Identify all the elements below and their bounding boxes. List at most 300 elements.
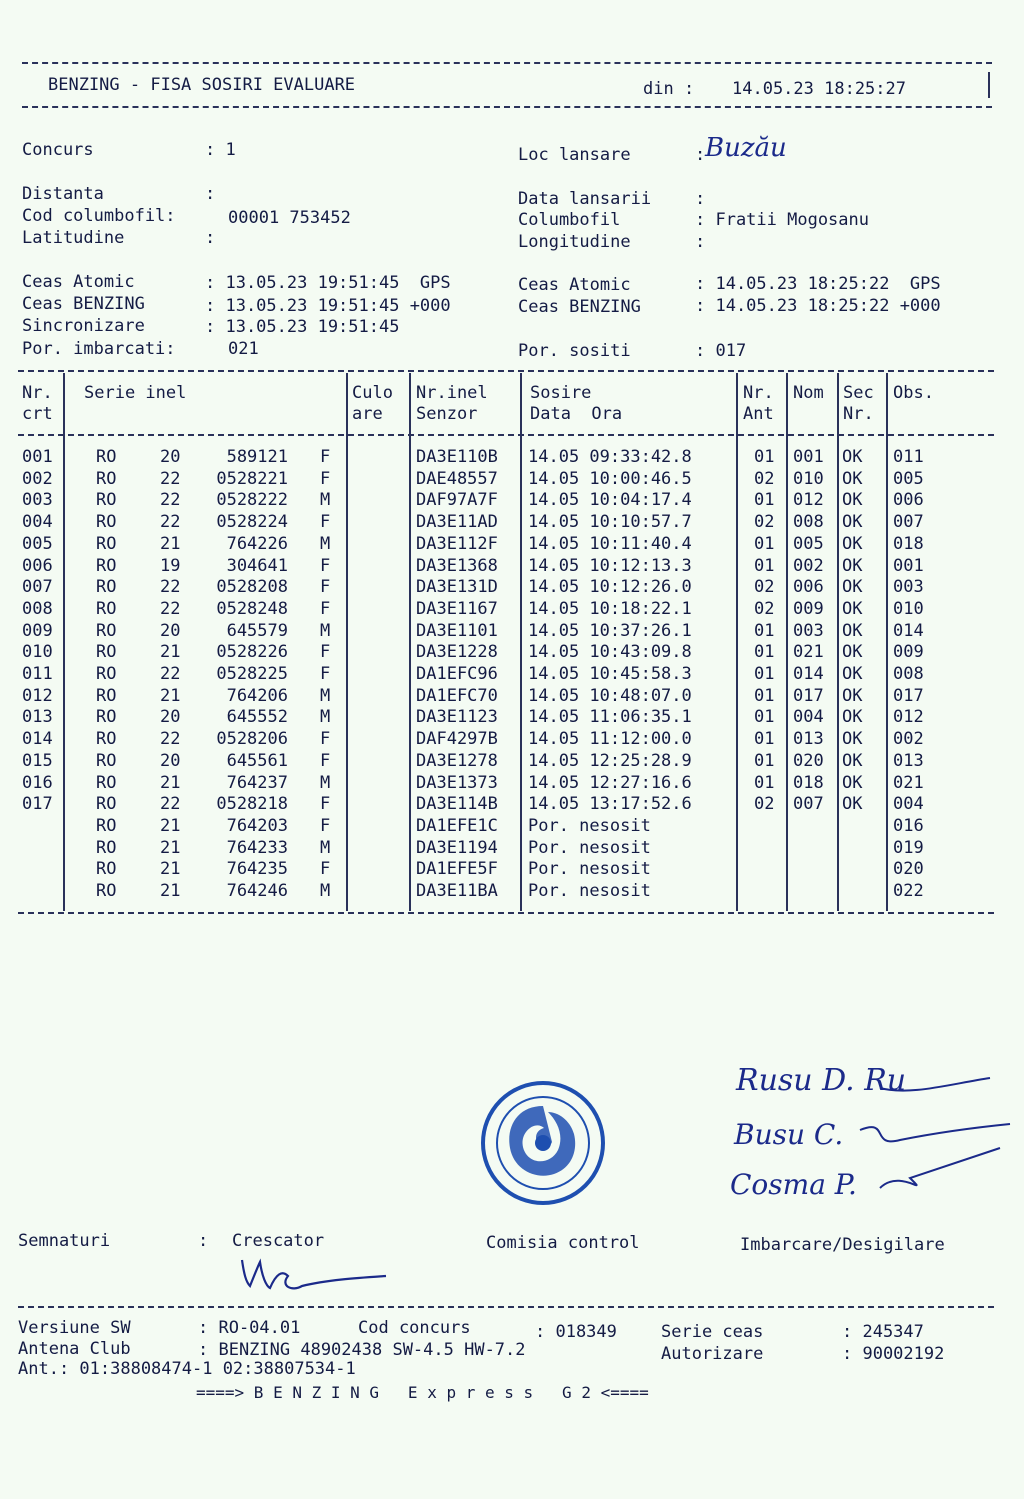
latitudine-label: Latitudine xyxy=(22,228,125,248)
cod-concurs-value: : 018349 xyxy=(535,1322,617,1342)
cell-sosire: 14.05 10:11:40.4 xyxy=(528,533,692,554)
cell-senzor: DA1EFE1C xyxy=(416,815,498,836)
cell-sosire: 14.05 11:06:35.1 xyxy=(528,707,692,728)
cell-tara: RO xyxy=(96,664,117,684)
cell-ant: 02 xyxy=(754,577,775,598)
cell-inel: 0528224 xyxy=(216,512,288,533)
svg-text:Cosma P.: Cosma P. xyxy=(730,1168,857,1201)
cell-inel: 0528222 xyxy=(216,490,288,511)
header-are: are xyxy=(352,404,383,424)
cell-sec: OK xyxy=(842,512,863,533)
cell-tara: RO xyxy=(96,577,117,598)
comisia-control-label: Comisia control xyxy=(486,1233,640,1253)
cell-inel: 764233 xyxy=(226,837,288,858)
imbarcati-value: 021 xyxy=(228,339,259,359)
cell-tara: RO xyxy=(96,555,117,576)
data-lansarii-label: Data lansarii xyxy=(518,189,652,209)
cell-inel: 0528208 xyxy=(216,577,288,598)
table-header-rule xyxy=(18,434,994,436)
cell-obs: 019 xyxy=(893,837,924,858)
col-divider xyxy=(736,373,738,911)
cell-obs: 002 xyxy=(893,729,924,750)
header-ant: Ant xyxy=(743,404,774,424)
distanta-label: Distanta xyxy=(22,184,104,204)
cell-sosire: Por. nesosit xyxy=(528,815,651,836)
cell-sex: F xyxy=(320,555,331,576)
cell-an: 22 xyxy=(160,729,181,750)
cell-senzor: DA3E11AD xyxy=(416,512,498,533)
round-stamp-seal xyxy=(478,1078,608,1208)
cell-nom: 020 xyxy=(793,750,824,771)
cell-an: 22 xyxy=(160,664,181,684)
cell-sex: F xyxy=(320,447,331,467)
cell-sec: OK xyxy=(842,598,863,619)
header-top-rule xyxy=(22,62,992,64)
cell-tara: RO xyxy=(96,859,117,880)
ceas-benzing2-label: Ceas BENZING xyxy=(518,297,641,317)
cell-obs: 013 xyxy=(893,750,924,771)
cell-senzor: DA3E1101 xyxy=(416,620,498,641)
cell-sosire: 14.05 10:37:26.1 xyxy=(528,620,692,641)
header-bottom-rule xyxy=(22,106,992,108)
cell-senzor: DA1EFE5F xyxy=(416,859,498,880)
cell-sosire: 14.05 10:04:17.4 xyxy=(528,490,692,511)
cell-tara: RO xyxy=(96,881,117,901)
brand-line: ====> B E N Z I N G E x p r e s s G 2 <==== xyxy=(196,1383,649,1402)
cell-obs: 022 xyxy=(893,881,924,901)
header-sec-nr: Nr. xyxy=(843,404,874,424)
cell-an: 21 xyxy=(160,642,181,663)
col-divider xyxy=(886,373,888,911)
cell-sex: F xyxy=(320,859,331,880)
cell-obs: 021 xyxy=(893,772,924,793)
cell-sex: F xyxy=(320,468,331,489)
cell-sec: OK xyxy=(842,447,863,467)
cell-sosire: Por. nesosit xyxy=(528,859,651,880)
cell-ant: 01 xyxy=(754,490,775,511)
cell-senzor: DA3E1194 xyxy=(416,837,498,858)
sincronizare-label: Sincronizare xyxy=(22,316,145,336)
loc-lansare-colon: : xyxy=(695,145,706,165)
cell-inel: 0528206 xyxy=(216,729,288,750)
cell-inel: 0528248 xyxy=(216,598,288,619)
svg-text:Rusu D. Ru: Rusu D. Ru xyxy=(736,1063,907,1098)
cell-senzor: DA3E1278 xyxy=(416,750,498,771)
versiune-label: Versiune SW xyxy=(18,1318,131,1338)
cell-nr: 006 xyxy=(22,555,53,576)
header-nr-ant: Nr. xyxy=(743,383,774,403)
serie-ceas-label: Serie ceas xyxy=(661,1322,764,1342)
sositi-value: : 017 xyxy=(695,341,747,361)
cell-ant: 01 xyxy=(754,772,775,793)
cell-sosire: 14.05 12:25:28.9 xyxy=(528,750,692,771)
cell-inel: 764235 xyxy=(226,859,288,880)
cell-sec: OK xyxy=(842,664,863,684)
loc-lansare-handwritten: Buzău xyxy=(705,133,787,163)
cell-senzor: DA3E114B xyxy=(416,794,498,815)
cell-ant: 02 xyxy=(754,512,775,533)
cell-obs: 016 xyxy=(893,815,924,836)
cell-an: 21 xyxy=(160,685,181,706)
cell-ant: 01 xyxy=(754,555,775,576)
cell-inel: 645579 xyxy=(226,620,288,641)
ceas-atomic2-label: Ceas Atomic xyxy=(518,275,631,295)
date-value: 14.05.23 18:25:27 xyxy=(732,79,906,99)
header-nom: Nom xyxy=(793,383,824,403)
cell-obs: 012 xyxy=(893,707,924,728)
cell-obs: 003 xyxy=(893,577,924,598)
cell-obs: 007 xyxy=(893,512,924,533)
cell-inel: 764203 xyxy=(226,815,288,836)
cell-an: 22 xyxy=(160,598,181,619)
cell-sex: F xyxy=(320,598,331,619)
cell-sosire: 14.05 10:00:46.5 xyxy=(528,468,692,489)
cell-obs: 006 xyxy=(893,490,924,511)
header-culo: Culo xyxy=(352,383,393,403)
cell-nom: 008 xyxy=(793,512,824,533)
cell-sec: OK xyxy=(842,794,863,815)
col-divider xyxy=(346,373,348,911)
cell-inel: 764246 xyxy=(226,881,288,901)
cell-senzor: DA3E112F xyxy=(416,533,498,554)
cell-inel: 0528225 xyxy=(216,664,288,684)
cell-sex: F xyxy=(320,642,331,663)
cell-an: 21 xyxy=(160,815,181,836)
col-divider xyxy=(520,373,522,911)
cell-sosire: 14.05 11:12:00.0 xyxy=(528,729,692,750)
cell-an: 20 xyxy=(160,620,181,641)
cell-nom: 013 xyxy=(793,729,824,750)
imbarcati-label: Por. imbarcati: xyxy=(22,339,176,359)
cell-tara: RO xyxy=(96,772,117,793)
cell-an: 19 xyxy=(160,555,181,576)
ceas-atomic-label: Ceas Atomic xyxy=(22,272,135,292)
cell-an: 22 xyxy=(160,512,181,533)
cell-nom: 006 xyxy=(793,577,824,598)
cell-tara: RO xyxy=(96,750,117,771)
cell-nr: 012 xyxy=(22,685,53,706)
cell-tara: RO xyxy=(96,685,117,706)
cell-senzor: DA3E1123 xyxy=(416,707,498,728)
cell-sex: M xyxy=(320,620,331,641)
cell-senzor: DA3E1167 xyxy=(416,598,498,619)
cell-ant: 01 xyxy=(754,447,775,467)
cell-inel: 0528221 xyxy=(216,468,288,489)
cell-obs: 018 xyxy=(893,533,924,554)
cell-ant: 01 xyxy=(754,664,775,684)
loc-lansare-label: Loc lansare xyxy=(518,145,631,165)
cell-sex: F xyxy=(320,794,331,815)
cell-nom: 002 xyxy=(793,555,824,576)
cell-sex: F xyxy=(320,750,331,771)
cell-sex: F xyxy=(320,729,331,750)
cell-nr: 005 xyxy=(22,533,53,554)
cell-sex: M xyxy=(320,685,331,706)
serie-ceas-value: : 245347 xyxy=(842,1322,924,1342)
cell-tara: RO xyxy=(96,837,117,858)
crescator-signature xyxy=(236,1252,396,1304)
cell-tara: RO xyxy=(96,707,117,728)
semnaturi-label: Semnaturi xyxy=(18,1231,111,1251)
cell-sec: OK xyxy=(842,729,863,750)
cell-an: 22 xyxy=(160,794,181,815)
cell-obs: 010 xyxy=(893,598,924,619)
col-divider xyxy=(837,373,839,911)
cell-sosire: 14.05 10:10:57.7 xyxy=(528,512,692,533)
cell-tara: RO xyxy=(96,490,117,511)
cell-nom: 005 xyxy=(793,533,824,554)
cell-sosire: 14.05 13:17:52.6 xyxy=(528,794,692,815)
cell-tara: RO xyxy=(96,815,117,836)
cell-ant: 01 xyxy=(754,685,775,706)
data-lansarii-value: : xyxy=(695,189,706,209)
table-bottom-rule xyxy=(18,912,994,914)
header-sec: Sec xyxy=(843,383,874,403)
distanta-value: : xyxy=(205,184,216,204)
cell-sec: OK xyxy=(842,468,863,489)
cell-sex: M xyxy=(320,881,331,901)
cell-senzor: DA3E11BA xyxy=(416,881,498,901)
cell-nr: 002 xyxy=(22,468,53,489)
cell-obs: 008 xyxy=(893,664,924,684)
cell-nr: 010 xyxy=(22,642,53,663)
cell-an: 21 xyxy=(160,772,181,793)
cell-obs: 005 xyxy=(893,468,924,489)
cell-an: 22 xyxy=(160,577,181,598)
cell-ant: 02 xyxy=(754,598,775,619)
header-obs: Obs. xyxy=(893,383,934,403)
cell-senzor: DA3E110B xyxy=(416,447,498,467)
cell-tara: RO xyxy=(96,533,117,554)
cell-senzor: DA3E1228 xyxy=(416,642,498,663)
cell-an: 22 xyxy=(160,490,181,511)
ceas-benzing2-value: : 14.05.23 18:25:22 +000 xyxy=(695,296,941,316)
header-right-border xyxy=(988,72,990,98)
cell-sex: F xyxy=(320,664,331,684)
cell-tara: RO xyxy=(96,620,117,641)
versiune-value: : RO-04.01 xyxy=(198,1318,301,1338)
cell-nr: 016 xyxy=(22,772,53,793)
latitudine-value: : xyxy=(205,228,216,248)
cell-sec: OK xyxy=(842,750,863,771)
longitudine-value: : xyxy=(695,232,706,252)
cod-columbofil-label: Cod columbofil: xyxy=(22,206,176,226)
concurs-value: : 1 xyxy=(205,140,236,160)
cell-ant: 02 xyxy=(754,468,775,489)
cell-ant: 01 xyxy=(754,750,775,771)
header-nr: Nr. xyxy=(22,383,53,403)
sincronizare-value: : 13.05.23 19:51:45 xyxy=(205,317,400,337)
cell-inel: 764206 xyxy=(226,685,288,706)
header-sosire: Sosire xyxy=(530,383,592,403)
cell-sosire: 14.05 10:43:09.8 xyxy=(528,642,692,663)
cell-an: 20 xyxy=(160,447,181,467)
header-senzor: Senzor xyxy=(416,404,478,424)
cell-tara: RO xyxy=(96,794,117,815)
cell-sex: F xyxy=(320,815,331,836)
cell-an: 21 xyxy=(160,859,181,880)
cell-sex: F xyxy=(320,512,331,533)
cell-tara: RO xyxy=(96,598,117,619)
cell-tara: RO xyxy=(96,468,117,489)
cell-inel: 645561 xyxy=(226,750,288,771)
cell-inel: 0528226 xyxy=(216,642,288,663)
cell-ant: 01 xyxy=(754,620,775,641)
cell-an: 21 xyxy=(160,533,181,554)
cell-obs: 017 xyxy=(893,685,924,706)
cell-nom: 003 xyxy=(793,620,824,641)
cell-nr: 013 xyxy=(22,707,53,728)
cell-ant: 01 xyxy=(754,729,775,750)
cell-sosire: 14.05 10:48:07.0 xyxy=(528,685,692,706)
cell-obs: 004 xyxy=(893,794,924,815)
cell-nom: 001 xyxy=(793,447,824,467)
cell-inel: 764226 xyxy=(226,533,288,554)
cell-nom: 021 xyxy=(793,642,824,663)
cell-nom: 018 xyxy=(793,772,824,793)
antena-value: : BENZING 48902438 SW-4.5 HW-7.2 xyxy=(198,1340,526,1360)
cell-nr: 001 xyxy=(22,447,53,467)
cell-senzor: DA1EFC70 xyxy=(416,685,498,706)
table-top-rule xyxy=(18,370,994,372)
sheet-title: BENZING - FISA SOSIRI EVALUARE xyxy=(48,75,356,95)
concurs-label: Concurs xyxy=(22,140,94,160)
cell-sosire: Por. nesosit xyxy=(528,837,651,858)
cell-ant: 02 xyxy=(754,794,775,815)
cell-obs: 020 xyxy=(893,859,924,880)
cell-nom: 007 xyxy=(793,794,824,815)
handwritten-signatures xyxy=(730,1048,1020,1218)
autorizare-label: Autorizare xyxy=(661,1344,764,1364)
cell-sex: M xyxy=(320,707,331,728)
cell-sosire: 14.05 10:45:58.3 xyxy=(528,664,692,684)
ceas-benzing-value: : 13.05.23 19:51:45 +000 xyxy=(205,296,451,316)
col-divider xyxy=(63,373,65,911)
cod-columbofil-value: 00001 753452 xyxy=(228,208,351,228)
cell-nom: 017 xyxy=(793,685,824,706)
cell-nom: 010 xyxy=(793,468,824,489)
cell-sex: M xyxy=(320,772,331,793)
ceas-atomic2-value: : 14.05.23 18:25:22 GPS xyxy=(695,274,941,294)
cell-sosire: 14.05 12:27:16.6 xyxy=(528,772,692,793)
cell-obs: 001 xyxy=(893,555,924,576)
cell-sosire: Por. nesosit xyxy=(528,881,651,901)
cell-nr: 017 xyxy=(22,794,53,815)
imbarcare-label: Imbarcare/Desigilare xyxy=(740,1235,945,1255)
cell-inel: 764237 xyxy=(226,772,288,793)
date-label: din : xyxy=(643,79,695,99)
cell-inel: 304641 xyxy=(226,555,288,576)
header-serie-inel: Serie inel xyxy=(84,383,187,403)
cell-nom: 014 xyxy=(793,664,824,684)
cell-sosire: 14.05 09:33:42.8 xyxy=(528,447,692,467)
cell-sec: OK xyxy=(842,620,863,641)
cell-sosire: 14.05 10:18:22.1 xyxy=(528,598,692,619)
cell-obs: 009 xyxy=(893,642,924,663)
cell-sex: M xyxy=(320,490,331,511)
cell-nr: 008 xyxy=(22,598,53,619)
cell-obs: 011 xyxy=(893,447,924,467)
cell-senzor: DA1EFC96 xyxy=(416,664,498,684)
cell-an: 21 xyxy=(160,837,181,858)
col-divider xyxy=(409,373,411,911)
cell-tara: RO xyxy=(96,729,117,750)
cell-nom: 012 xyxy=(793,490,824,511)
antena-label: Antena Club xyxy=(18,1339,131,1359)
cell-senzor: DAF97A7F xyxy=(416,490,498,511)
semnaturi-colon: : xyxy=(198,1231,209,1251)
cell-sec: OK xyxy=(842,555,863,576)
cell-nr: 007 xyxy=(22,577,53,598)
cell-tara: RO xyxy=(96,447,117,467)
cell-senzor: DAE48557 xyxy=(416,468,498,489)
cell-an: 22 xyxy=(160,468,181,489)
cell-sec: OK xyxy=(842,707,863,728)
ant-line: Ant.: 01:38808474-1 02:38807534-1 xyxy=(18,1359,356,1379)
cell-inel: 0528218 xyxy=(216,794,288,815)
header-crt: crt xyxy=(22,404,53,424)
cell-sec: OK xyxy=(842,490,863,511)
cell-an: 20 xyxy=(160,750,181,771)
cell-sex: M xyxy=(320,533,331,554)
cell-an: 21 xyxy=(160,881,181,901)
columbofil-value: : Fratii Mogosanu xyxy=(695,210,869,230)
cell-sec: OK xyxy=(842,772,863,793)
col-divider xyxy=(786,373,788,911)
columbofil-label: Columbofil xyxy=(518,210,621,230)
ceas-benzing-label: Ceas BENZING xyxy=(22,294,145,314)
cell-nr: 004 xyxy=(22,512,53,533)
cell-sec: OK xyxy=(842,533,863,554)
cell-inel: 645552 xyxy=(226,707,288,728)
sositi-label: Por. sositi xyxy=(518,341,631,361)
cell-sec: OK xyxy=(842,577,863,598)
cell-tara: RO xyxy=(96,512,117,533)
cell-nom: 004 xyxy=(793,707,824,728)
longitudine-label: Longitudine xyxy=(518,232,631,252)
cod-concurs-label: Cod concurs xyxy=(358,1318,471,1338)
cell-nr: 014 xyxy=(22,729,53,750)
cell-obs: 014 xyxy=(893,620,924,641)
cell-nom: 009 xyxy=(793,598,824,619)
cell-sex: M xyxy=(320,837,331,858)
footer-rule xyxy=(18,1306,994,1308)
cell-ant: 01 xyxy=(754,707,775,728)
cell-sec: OK xyxy=(842,642,863,663)
cell-nr: 009 xyxy=(22,620,53,641)
cell-senzor: DA3E131D xyxy=(416,577,498,598)
cell-sec: OK xyxy=(842,685,863,706)
ceas-atomic-value: : 13.05.23 19:51:45 GPS xyxy=(205,273,451,293)
cell-nr: 011 xyxy=(22,664,53,684)
cell-sosire: 14.05 10:12:13.3 xyxy=(528,555,692,576)
cell-sosire: 14.05 10:12:26.0 xyxy=(528,577,692,598)
cell-senzor: DAF4297B xyxy=(416,729,498,750)
header-data-ora: Data Ora xyxy=(530,404,623,424)
cell-an: 20 xyxy=(160,707,181,728)
cell-nr: 003 xyxy=(22,490,53,511)
crescator-label: Crescator xyxy=(232,1231,325,1251)
autorizare-value: : 90002192 xyxy=(842,1344,945,1364)
cell-ant: 01 xyxy=(754,642,775,663)
cell-ant: 01 xyxy=(754,533,775,554)
svg-text:Busu C.: Busu C. xyxy=(734,1118,844,1151)
header-nr-inel: Nr.inel xyxy=(416,383,488,403)
cell-inel: 589121 xyxy=(226,447,288,467)
cell-sex: F xyxy=(320,577,331,598)
cell-senzor: DA3E1368 xyxy=(416,555,498,576)
cell-senzor: DA3E1373 xyxy=(416,772,498,793)
